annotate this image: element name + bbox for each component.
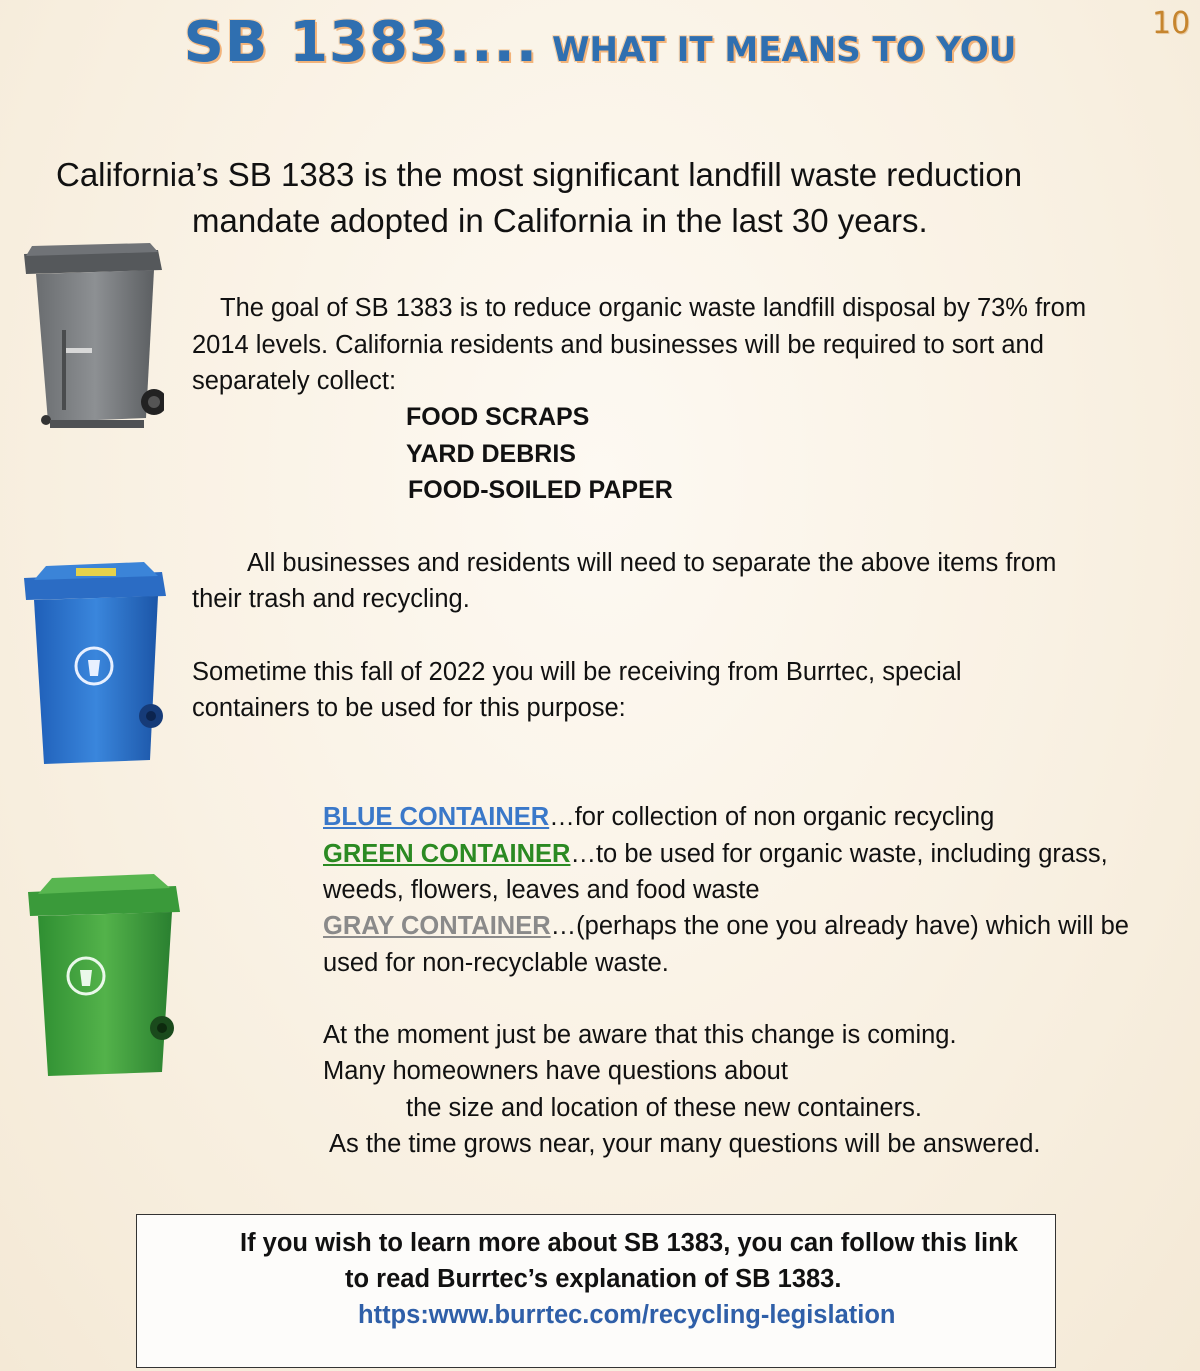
moment-line-4: As the time grows near, your many questions will be answered. [329, 1130, 1041, 1158]
moment-line-1: At the moment just be aware that this change is coming. [323, 1021, 957, 1049]
green-container-line [323, 836, 1108, 873]
gray-container-line [323, 908, 1129, 945]
blue-container-line [323, 799, 994, 836]
link-box-line-2: to read Burrtec’s explanation of SB 1383. [345, 1265, 842, 1293]
gray-trash-bin-icon [22, 240, 164, 440]
burrtec-link[interactable]: https:www.burrtec.com/recycling-legislation [358, 1301, 896, 1329]
sometime-line-2: containers to be used for this purpose: [192, 694, 626, 722]
title-main: SB 1383.... [183, 10, 539, 75]
intro-line-1: California’s SB 1383 is the most significant landfill waste reduction [56, 156, 1023, 193]
item-food-scraps: FOOD SCRAPS [406, 403, 590, 431]
page-number: 10 [1152, 6, 1191, 41]
item-food-soiled-paper: FOOD-SOILED PAPER [408, 476, 673, 504]
green-container-line-2: weeds, flowers, leaves and food waste [323, 876, 760, 904]
separate-line-1: All businesses and residents will need to separate the above items from [247, 549, 1057, 577]
title-sub: WHAT IT MEANS TO YOU [552, 30, 1017, 70]
blue-container-text: …for collection of non organic recycling [549, 803, 995, 831]
goal-line-1: The goal of SB 1383 is to reduce organic waste landfill disposal by 73% from [220, 294, 1087, 322]
goal-line-2: 2014 levels. California residents and businesses will be required to sort and [192, 331, 1044, 359]
green-container-text: …to be used for organic waste, including grass, [570, 840, 1108, 868]
link-box [136, 1214, 1056, 1368]
intro-line-2: mandate adopted in California in the last 30 years. [192, 202, 928, 239]
blue-container-label: BLUE CONTAINER [323, 803, 550, 831]
moment-line-3: the size and location of these new containers. [406, 1094, 922, 1122]
page-title [0, 10, 1200, 75]
green-container-label: GREEN CONTAINER [323, 840, 571, 868]
item-yard-debris: YARD DEBRIS [406, 440, 576, 468]
gray-container-label: GRAY CONTAINER [323, 912, 551, 940]
separate-line-2: their trash and recycling. [192, 585, 470, 613]
goal-line-3: separately collect: [192, 367, 397, 395]
sometime-line-1: Sometime this fall of 2022 you will be receiving from Burrtec, special [192, 658, 962, 686]
gray-container-line-2: used for non-recyclable waste. [323, 949, 669, 977]
link-box-line-1: If you wish to learn more about SB 1383, you can follow this link [240, 1229, 1018, 1257]
green-organics-bin-icon [26, 870, 182, 1082]
moment-line-2: Many homeowners have questions about [323, 1057, 788, 1085]
blue-recycling-bin-icon [22, 556, 168, 770]
gray-container-text: …(perhaps the one you already have) which will be [550, 912, 1129, 940]
